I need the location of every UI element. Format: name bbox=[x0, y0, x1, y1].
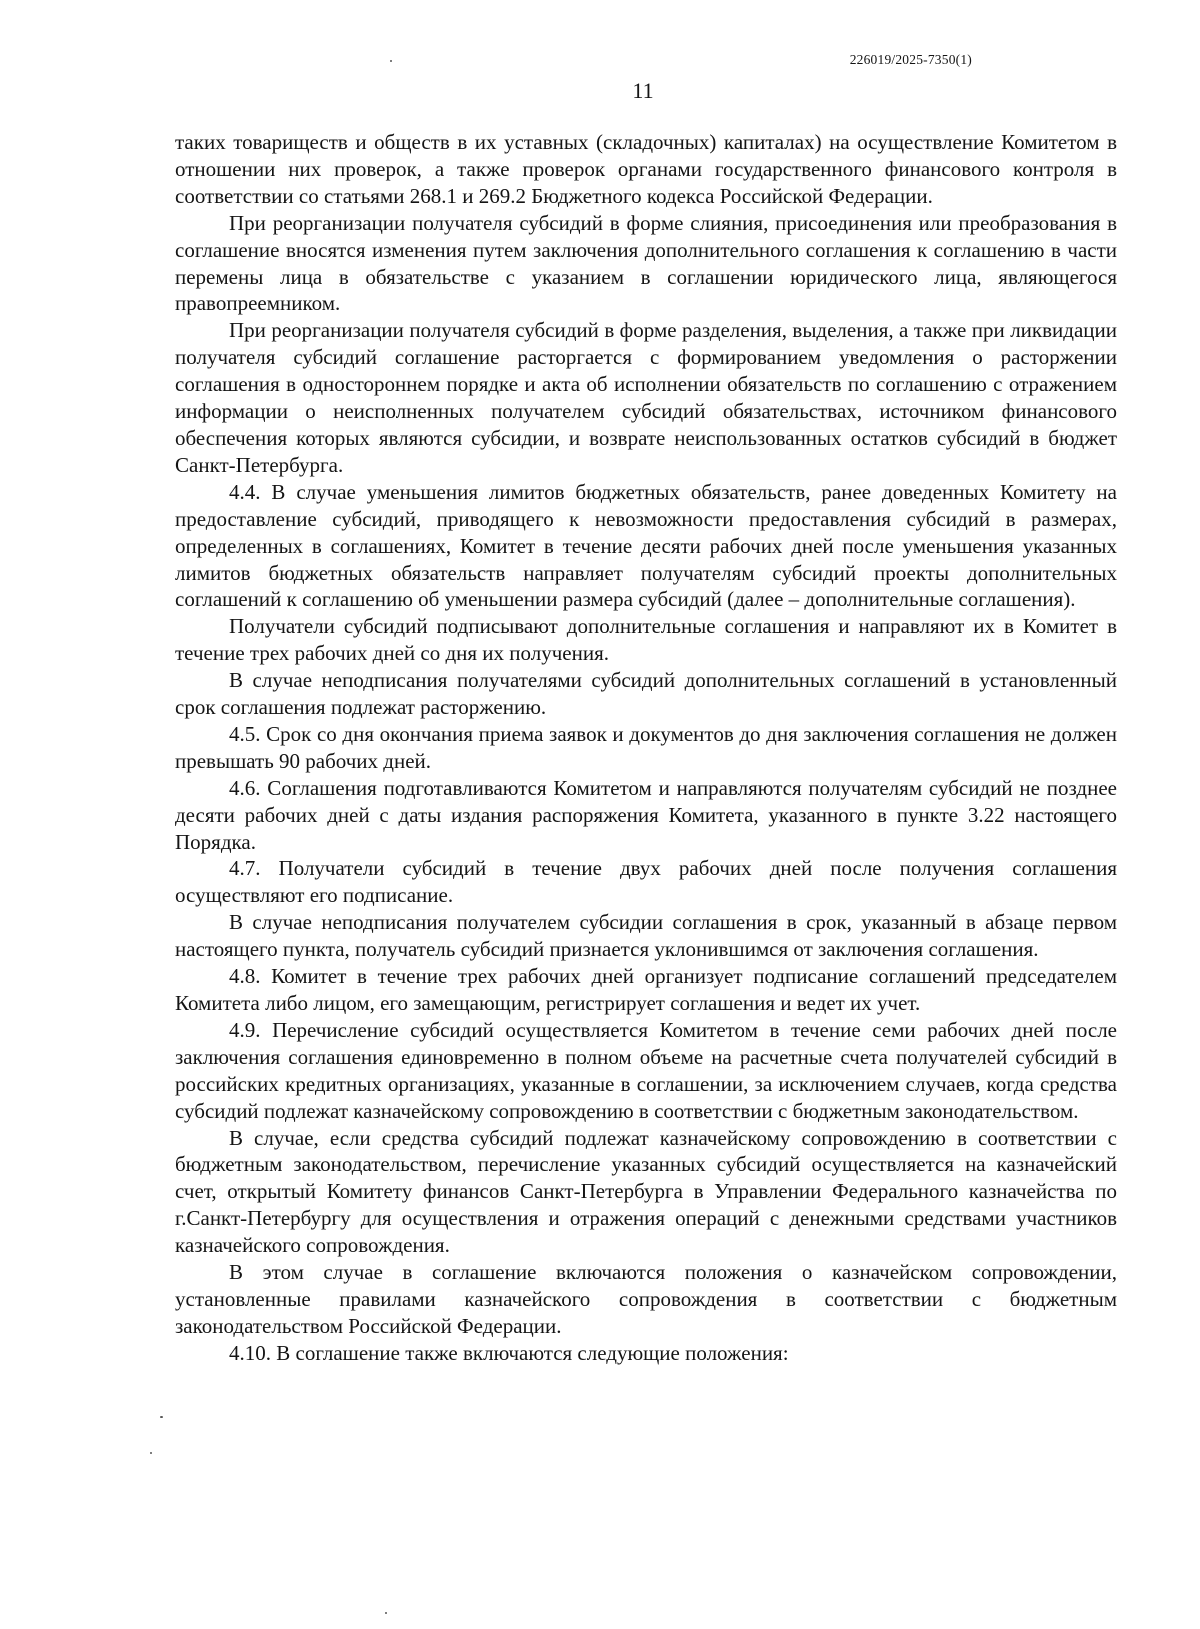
paragraph-4-7-evasion: В случае неподписания получателем субсидии соглашения в срок, указанный в абзаце первом настоящего пункта, получатель субсидий признается уклонившимся от заключения соглашения. bbox=[175, 910, 1117, 962]
scan-speck bbox=[150, 1452, 152, 1454]
paragraph-reorganization-merger: При реорганизации получателя субсидий в форме слияния, присоединения или преобразования в соглашение вносятся изменения путем заключения дополнительного соглашения к соглашению в части перемены лица в обязательстве с указанием в соглашении юридического лица, являющегося правопреемником. bbox=[175, 210, 1117, 316]
paragraph-4-9: 4.9. Перечисление субсидий осуществляется Комитетом в течение семи рабочих дней после заключения соглашения единовременно в полном объеме на расчетные счета получателей субсидий в российских кредитных организациях, указанные в соглашении, за исключением случаев, когда средства субсидий подлежат казначейскому сопровождению в соответствии с бюджетным законодательством. bbox=[175, 1017, 1117, 1123]
paragraph-4-9-treasury-provisions: В этом случае в соглашение включаются положения о казначейском сопровождении, установленные правилами казначейского сопровождения в соответствии с бюджетным законодательством Российской Федерации. bbox=[175, 1260, 1117, 1338]
paragraph-4-7: 4.7. Получатели субсидий в течение двух рабочих дней после получения соглашения осуществляют его подписание. bbox=[175, 856, 1117, 908]
paragraph-4-5: 4.5. Срок со дня окончания приема заявок и документов до дня заключения соглашения не должен превышать 90 рабочих дней. bbox=[175, 721, 1117, 773]
scan-speck bbox=[160, 1416, 163, 1418]
paragraph-4-4-signing: Получатели субсидий подписывают дополнительные соглашения и направляют их в Комитет в течение трех рабочих дней со дня их получения. bbox=[175, 614, 1117, 666]
paragraph-continuation: таких товариществ и обществ в их уставных (складочных) капиталах) на осуществление Комитетом в отношении них проверок, а также проверок органами государственного финансового контроля в соответствии со статьями 268.1 и 269.2 Бюджетного кодекса Российской Федерации. bbox=[175, 130, 1117, 208]
page-number: 11 bbox=[632, 78, 654, 103]
scan-speck bbox=[390, 60, 392, 62]
paragraph-4-4: 4.4. В случае уменьшения лимитов бюджетных обязательств, ранее доведенных Комитету на предоставление субсидий, приводящего к невозможности предоставления субсидий в размерах, определенных в соглашениях, Комитет в течение десяти рабочих дней после уменьшения указанных лимитов бюджетных обязательств направляет получателям субсидий проекты дополнительных соглашений к соглашению об уменьшении размера субсидий (далее – дополнительные соглашения). bbox=[175, 479, 1117, 612]
paragraph-4-9-treasury-account: В случае, если средства субсидий подлежат казначейскому сопровождению в соответствии с бюджетным законодательством, перечисление указанных субсидий осуществляется на казначейский счет, открытый Комитету финансов Санкт-Петербурга в Управлении Федерального казначейства по г.Санкт-Петербургу для осуществления и отражения операций с денежными средствами участников казначейского сопровождения. bbox=[175, 1125, 1117, 1258]
document-body bbox=[175, 129, 1117, 1367]
paragraph-reorganization-division: При реорганизации получателя субсидий в форме разделения, выделения, а также при ликвидации получателя субсидий соглашение расторгается с формированием уведомления о расторжении соглашения в одностороннем порядке и акта об исполнении обязательств по соглашению с отражением информации о неисполненных получателем субсидий обязательствах, источником финансового обеспечения которых являются субсидии, и возврате неиспользованных остатков субсидий в бюджет Санкт-Петербурга. bbox=[175, 318, 1117, 477]
paragraph-4-6: 4.6. Соглашения подготавливаются Комитетом и направляются получателям субсидий не позднее десяти рабочих дней с даты издания распоряжения Комитета, указанного в пункте 3.22 настоящего Порядка. bbox=[175, 775, 1117, 854]
paragraph-4-8: 4.8. Комитет в течение трех рабочих дней организует подписание соглашений председателем Комитета либо лицом, его замещающим, регистрирует соглашения и ведет их учет. bbox=[175, 964, 1117, 1015]
paragraph-4-10: 4.10. В соглашение также включаются следующие положения: bbox=[229, 1340, 789, 1365]
scan-speck bbox=[385, 1612, 387, 1614]
paragraph-4-4-termination: В случае неподписания получателями субсидий дополнительных соглашений в установленный срок соглашения подлежат расторжению. bbox=[175, 668, 1117, 720]
document-registration-number: 226019/2025-7350(1) bbox=[849, 52, 972, 67]
